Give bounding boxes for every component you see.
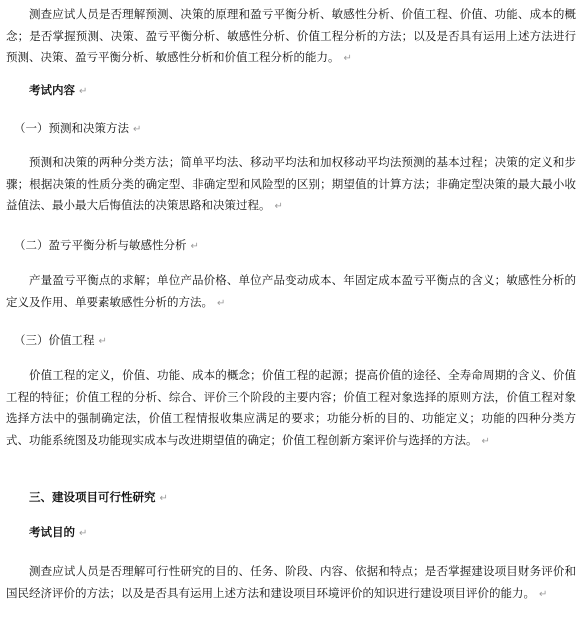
section-feasibility-heading bbox=[6, 487, 576, 510]
return-mark-icon: ↵ bbox=[98, 336, 107, 347]
exam-goal-heading bbox=[6, 522, 576, 545]
exam-content-heading bbox=[6, 80, 576, 103]
return-mark-icon: ↵ bbox=[79, 528, 88, 539]
forecast-decision-paragraph bbox=[6, 152, 576, 218]
return-mark-icon: ↵ bbox=[159, 493, 168, 504]
breakeven-sensitivity-paragraph bbox=[6, 270, 576, 314]
section-feasibility-heading-text: 三、建设项目可行性研究 bbox=[29, 490, 156, 504]
value-engineering-paragraph bbox=[6, 365, 576, 452]
forecast-decision-text: 预测和决策的两种分类方法；简单平均法、移动平均法和加权移动平均法预测的基本过程；决策的定义和步骤；根据决策的性质分类的确定型、非确定型和风险型的区别；期望值的计算方法；非确定型决策的最大最小收益值法、最小最大后悔值法的决策思路和决策过程。 bbox=[6, 155, 576, 212]
intro-text: 测查应试人员是否理解预测、决策的原理和盈亏平衡分析、敏感性分析、价值工程、价值、功能、成本的概念；是否掌握预测、决策、盈亏平衡分析、敏感性分析、价值工程分析的方法；以及是否具有运用上述方法进行预测、决策、盈亏平衡分析、敏感性分析和价值工程分析的能力。 bbox=[6, 7, 576, 64]
exam-content-heading-text: 考试内容 bbox=[29, 83, 75, 97]
return-mark-icon: ↵ bbox=[343, 53, 352, 64]
feasibility-text: 测查应试人员是否理解可行性研究的目的、任务、阶段、内容、依据和特点；是否掌握建设项目财务评价和国民经济评价的方法；以及是否具有运用上述方法和建设项目环境评价的知识进行建设项目评价的能力。 bbox=[6, 564, 576, 600]
return-mark-icon: ↵ bbox=[133, 124, 142, 135]
return-mark-icon: ↵ bbox=[79, 86, 88, 97]
exam-goal-heading-text: 考试目的 bbox=[29, 525, 75, 539]
feasibility-paragraph bbox=[6, 561, 576, 605]
subheading-value-engineering bbox=[14, 330, 581, 353]
return-mark-icon: ↵ bbox=[190, 241, 199, 252]
breakeven-sensitivity-text: 产量盈亏平衡点的求解；单位产品价格、单位产品变动成本、年固定成本盈亏平衡点的含义；敏感性分析的定义及作用、单要素敏感性分析的方法。 bbox=[6, 273, 576, 309]
return-mark-icon: ↵ bbox=[539, 588, 548, 600]
return-mark-icon: ↵ bbox=[274, 201, 283, 212]
return-mark-icon: ↵ bbox=[217, 297, 226, 309]
subheading-forecast-decision-text: （一）预测和决策方法 bbox=[14, 121, 129, 135]
intro-paragraph bbox=[6, 4, 576, 70]
subheading-breakeven-sensitivity-text: （二）盈亏平衡分析与敏感性分析 bbox=[14, 238, 187, 252]
value-engineering-text: 价值工程的定义，价值、功能、成本的概念；价值工程的起源；提高价值的途径、全寿命周期的含义、价值工程的特征；价值工程的分析、综合、评价三个阶段的主要内容；价值工程对象选择的原则方法，价值工程对象选择方法中的强制确定法，价值工程情报收集应满足的要求；功能分析的目的、功能定义；功能的四种分类方式、功能系统图及功能现实成本与改进期望值的确定；价值工程创新方案评价与选择的方法。 bbox=[6, 368, 576, 447]
return-mark-icon: ↵ bbox=[481, 435, 490, 447]
subheading-value-engineering-text: （三）价值工程 bbox=[14, 333, 95, 347]
subheading-breakeven-sensitivity bbox=[14, 235, 581, 258]
subheading-forecast-decision bbox=[14, 118, 581, 141]
